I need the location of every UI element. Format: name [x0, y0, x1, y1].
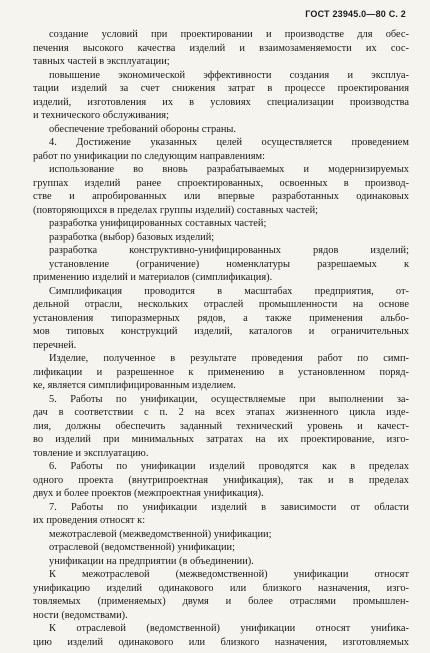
text-line: тавных частей в эксплуатации;: [33, 56, 170, 67]
text-line: ке, является симплифицированным изделием.: [33, 380, 236, 391]
text-line: во изделий при минимальных затратах на их проектирование, изго-: [33, 434, 409, 445]
text-line: работ по унификации по следующим направлениям:: [33, 150, 265, 162]
text-line: тации изделий за счет снижения затрат в процессе проектирования: [33, 83, 409, 94]
text-line: 4. Достижение указанных целей осуществляется проведением: [49, 137, 409, 148]
text-line: ности (ведомствами).: [33, 609, 128, 621]
text-line: двух и более проектов (межпроектная унификация).: [33, 488, 264, 499]
document-body: [33, 28, 409, 649]
text-line: изделий, изготовления их в условиях специализации производства: [33, 96, 409, 108]
text-line: товляемых (применяемых) двумя и более отраслями промышлен-: [33, 596, 409, 607]
text-line: установление (ограничение) номенклатуры разрешаемых к: [49, 258, 409, 270]
text-line: повышение экономической эффективности создания и эксплуа-: [49, 69, 409, 81]
text-line: их проведения относят к:: [33, 515, 146, 526]
text-line: (повторяющихся в пределах группы изделий) составных частей;: [33, 204, 319, 216]
text-line: применению изделий и материалов (симплификация).: [33, 272, 273, 283]
text-line: Изделие, полученное в результате проведения работ по симп-: [49, 353, 409, 364]
text-line: дач в соответствии с п. 2 на всех этапах жизненного цикла изде-: [33, 407, 409, 418]
text-line: 5. Работы по унификации, осуществляемые при выполнении за-: [49, 393, 409, 405]
text-line: К отраслевой (ведомственной) унификации относят униfика-: [49, 623, 409, 634]
text-line: мов типовых конструкций изделий, каталогов и ограничительных: [33, 326, 409, 337]
text-line: перечней.: [33, 339, 77, 351]
text-line: 7. Работы по унификации изделий в зависимости от области: [49, 501, 409, 513]
text-line: товление и эксплуатацию.: [33, 447, 149, 459]
text-line: разработка конструктивно-унифицированных рядов изделий;: [49, 245, 409, 256]
text-line: Симплификация проводится в масштабах предприятия, от-: [49, 285, 409, 297]
text-line: дельной отрасли, нескольких отраслей промышленности на основе: [33, 299, 409, 310]
page-header: ГОСТ 23945.0—80 С. 2: [305, 9, 406, 19]
text-line: межотраслевой (межведомственной) унификации;: [49, 528, 272, 540]
text-line: разработка (выбор) базовых изделий;: [49, 231, 215, 243]
text-line: и технического обслуживания;: [33, 110, 169, 121]
text-line: унификацию изделий одинакового или близкого назначения, изго-: [33, 582, 409, 594]
text-line: цию изделий одинакового или близкого назначения, изготовляемых: [33, 636, 409, 648]
text-line: обеспечение требований обороны страны.: [49, 123, 236, 135]
text-line: лификации и разрешенное к применению в установленном поряд-: [33, 366, 409, 378]
text-line: лия, должны обеспечить заданный технический уровень и качест-: [33, 420, 409, 432]
text-line: одного проекта (внутрипроектная унификация), так и в пределах: [33, 474, 409, 486]
text-line: создание условий при проектировании и производстве для обес-: [49, 29, 409, 40]
text-line: унификации на предприятии (в объединении).: [49, 555, 254, 567]
text-line: стве и апробированных или впервые разработанных одинаковых: [33, 191, 409, 202]
text-line: К межотраслевой (межведомственной) унификации относят: [49, 569, 409, 580]
text-line: 6. Работы по унификации изделий проводятся как в пределах: [49, 461, 409, 472]
text-line: группах изделий ранее спроектированных, освоенных в производ-: [33, 177, 409, 189]
text-line: печения высокого качества изделий и взаимозаменяемости их сос-: [33, 42, 409, 54]
text-line: установления типоразмерных рядов, а также применения альбо-: [33, 312, 409, 324]
text-line: разработка унифицированных составных частей;: [49, 218, 267, 229]
text-line: использование во вновь разрабатываемых и модернизируемых: [49, 164, 409, 175]
text-line: отраслевой (ведомственной) унификации;: [49, 542, 235, 553]
